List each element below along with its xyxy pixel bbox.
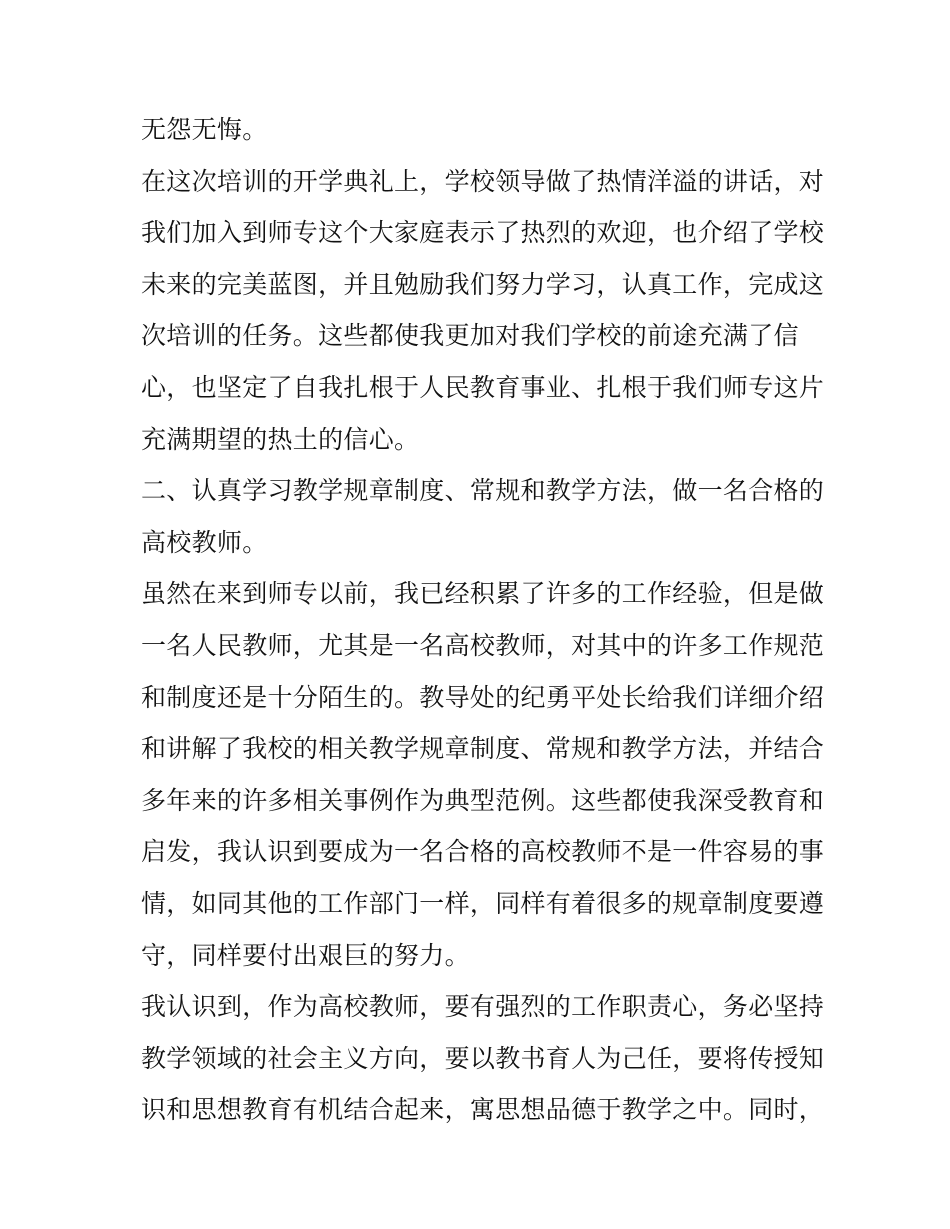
- text-line: 和制度还是十分陌生的。教导处的纪勇平处长给我们详细介绍: [141, 682, 825, 712]
- text-line: 我们加入到师专这个大家庭表示了热烈的欢迎，也介绍了学校: [141, 218, 825, 248]
- text-line: 次培训的任务。这些都使我更加对我们学校的前途充满了信: [141, 321, 799, 351]
- text-line: 多年来的许多相关事例作为典型范例。这些都使我深受教育和: [141, 785, 825, 815]
- section-heading-line: 二、认真学习教学规章制度、常规和教学方法，做一名合格的: [141, 476, 825, 506]
- section-heading-line: 高校教师。: [141, 527, 268, 557]
- text-line: 情，如同其他的工作部门一样，同样有着很多的规章制度要遵: [141, 888, 825, 918]
- text-line: 在这次培训的开学典礼上，学校领导做了热情洋溢的讲话，对: [141, 166, 825, 196]
- text-line: 启发，我认识到要成为一名合格的高校教师不是一件容易的事: [141, 837, 825, 867]
- text-line: 充满期望的热土的信心。: [141, 424, 420, 454]
- document-body: [141, 104, 825, 1136]
- text-line: 和讲解了我校的相关教学规章制度、常规和教学方法，并结合: [141, 734, 825, 764]
- text-line: 教学领域的社会主义方向，要以教书育人为己任，要将传授知: [141, 1043, 825, 1073]
- text-line: 虽然在来到师专以前，我已经积累了许多的工作经验，但是做: [141, 579, 825, 609]
- text-line: 无怨无悔。: [141, 115, 268, 144]
- text-line: 守，同样要付出艰巨的努力。: [141, 940, 470, 970]
- text-line: 心，也坚定了自我扎根于人民教育事业、扎根于我们师专这片: [141, 372, 825, 402]
- text-line: 未来的完美蓝图，并且勉励我们努力学习，认真工作，完成这: [141, 269, 825, 299]
- text-line: 我认识到，作为高校教师，要有强烈的工作职责心，务必坚持: [141, 992, 825, 1022]
- text-line: 一名人民教师，尤其是一名高校教师，对其中的许多工作规范: [141, 630, 825, 660]
- text-line: 识和思想教育有机结合起来，寓思想品德于教学之中。同时，: [141, 1095, 825, 1125]
